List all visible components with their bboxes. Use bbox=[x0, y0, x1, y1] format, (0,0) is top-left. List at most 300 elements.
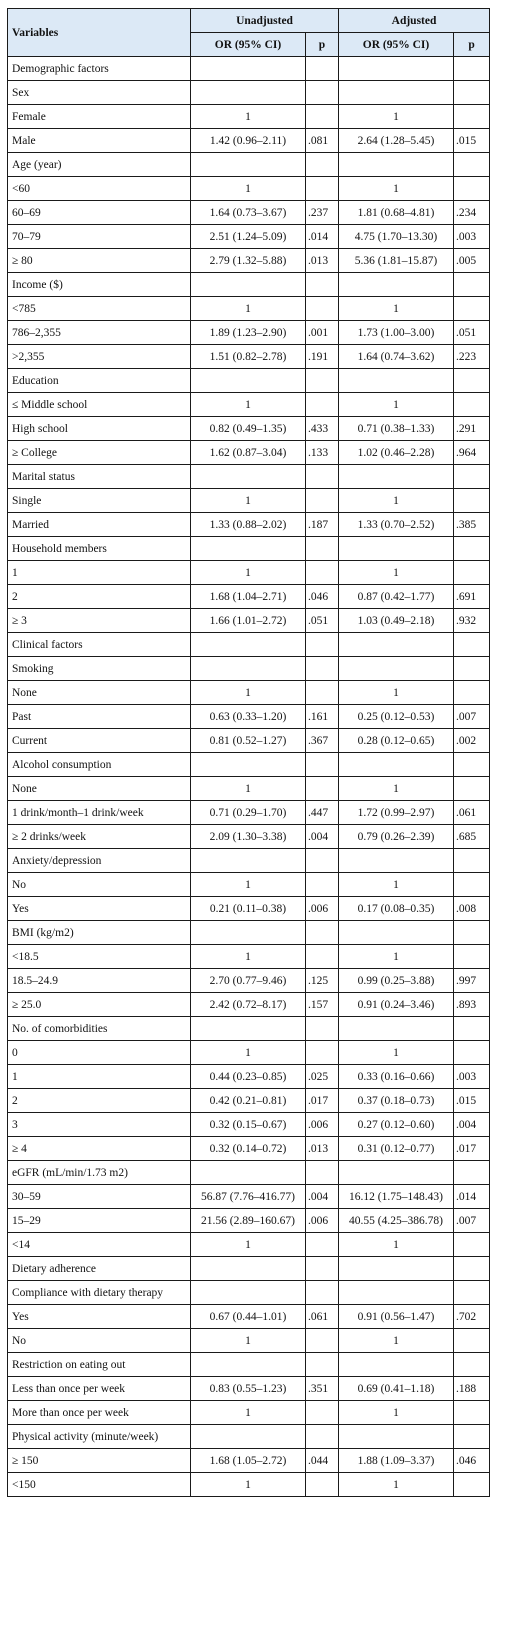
adjusted-p-cell bbox=[454, 393, 490, 417]
unadjusted-or-cell: 1 bbox=[191, 489, 306, 513]
unadjusted-p-cell bbox=[306, 393, 339, 417]
adjusted-or-cell: 1 bbox=[339, 945, 454, 969]
adjusted-or-cell: 1 bbox=[339, 681, 454, 705]
variable-cell: Compliance with dietary therapy bbox=[8, 1281, 191, 1305]
adjusted-or-cell: 1 bbox=[339, 297, 454, 321]
table-row bbox=[8, 513, 490, 537]
unadjusted-p-cell bbox=[306, 849, 339, 873]
adjusted-p-cell: .702 bbox=[454, 1305, 490, 1329]
table-row bbox=[8, 1305, 490, 1329]
unadjusted-or-cell: 2.79 (1.32–5.88) bbox=[191, 249, 306, 273]
adjusted-or-cell: 0.87 (0.42–1.77) bbox=[339, 585, 454, 609]
variable-cell: eGFR (mL/min/1.73 m2) bbox=[8, 1161, 191, 1185]
adjusted-p-cell bbox=[454, 1257, 490, 1281]
unadjusted-or-cell bbox=[191, 1425, 306, 1449]
table-row bbox=[8, 993, 490, 1017]
variable-cell: Male bbox=[8, 129, 191, 153]
variable-cell: ≥ 3 bbox=[8, 609, 191, 633]
unadjusted-p-cell bbox=[306, 81, 339, 105]
adjusted-p-cell bbox=[454, 105, 490, 129]
table-row bbox=[8, 609, 490, 633]
table-row bbox=[8, 753, 490, 777]
table-row bbox=[8, 465, 490, 489]
unadjusted-or-cell: 1 bbox=[191, 1041, 306, 1065]
adjusted-p-cell: .015 bbox=[454, 129, 490, 153]
variable-cell: 30–59 bbox=[8, 1185, 191, 1209]
odds-ratio-table bbox=[7, 8, 490, 1497]
table-row bbox=[8, 1185, 490, 1209]
table-row bbox=[8, 297, 490, 321]
variable-cell: >2,355 bbox=[8, 345, 191, 369]
unadjusted-or-cell: 0.32 (0.15–0.67) bbox=[191, 1113, 306, 1137]
unadjusted-p-cell: .433 bbox=[306, 417, 339, 441]
adjusted-or-cell bbox=[339, 753, 454, 777]
adjusted-or-cell: 2.64 (1.28–5.45) bbox=[339, 129, 454, 153]
table-row bbox=[8, 1089, 490, 1113]
adjusted-p-cell bbox=[454, 945, 490, 969]
unadjusted-or-cell: 1.89 (1.23–2.90) bbox=[191, 321, 306, 345]
adjusted-p-cell bbox=[454, 1281, 490, 1305]
unadjusted-p-cell bbox=[306, 1329, 339, 1353]
unadjusted-p-cell bbox=[306, 1425, 339, 1449]
variable-cell: ≥ 25.0 bbox=[8, 993, 191, 1017]
variable-cell: ≥ 2 drinks/week bbox=[8, 825, 191, 849]
variable-cell: None bbox=[8, 681, 191, 705]
table-row bbox=[8, 873, 490, 897]
table-row bbox=[8, 921, 490, 945]
variable-cell: More than once per week bbox=[8, 1401, 191, 1425]
unadjusted-or-cell: 1 bbox=[191, 1233, 306, 1257]
table-row bbox=[8, 585, 490, 609]
adjusted-p-cell: .061 bbox=[454, 801, 490, 825]
adjusted-or-cell: 0.69 (0.41–1.18) bbox=[339, 1377, 454, 1401]
variable-cell: BMI (kg/m2) bbox=[8, 921, 191, 945]
adjusted-or-cell: 0.17 (0.08–0.35) bbox=[339, 897, 454, 921]
unadjusted-or-cell: 1 bbox=[191, 1401, 306, 1425]
adjusted-p-cell bbox=[454, 465, 490, 489]
adjusted-p-cell: .997 bbox=[454, 969, 490, 993]
unadjusted-p-cell: .006 bbox=[306, 1113, 339, 1137]
adjusted-or-cell: 1 bbox=[339, 489, 454, 513]
adjusted-or-cell: 0.91 (0.56–1.47) bbox=[339, 1305, 454, 1329]
variable-cell: Current bbox=[8, 729, 191, 753]
variable-cell: Marital status bbox=[8, 465, 191, 489]
adjusted-p-cell: .385 bbox=[454, 513, 490, 537]
variable-cell: 60–69 bbox=[8, 201, 191, 225]
table-row bbox=[8, 81, 490, 105]
variable-cell: Female bbox=[8, 105, 191, 129]
table-row bbox=[8, 1329, 490, 1353]
table-row bbox=[8, 1041, 490, 1065]
unadjusted-p-cell: .001 bbox=[306, 321, 339, 345]
unadjusted-p-cell bbox=[306, 561, 339, 585]
variable-cell: No. of comorbidities bbox=[8, 1017, 191, 1041]
unadjusted-p-cell bbox=[306, 753, 339, 777]
adjusted-p-cell bbox=[454, 921, 490, 945]
table-row bbox=[8, 1377, 490, 1401]
table-row bbox=[8, 705, 490, 729]
unadjusted-or-cell bbox=[191, 81, 306, 105]
table-body bbox=[8, 57, 490, 1497]
unadjusted-or-cell: 2.70 (0.77–9.46) bbox=[191, 969, 306, 993]
variable-cell: Household members bbox=[8, 537, 191, 561]
unadjusted-p-cell: .051 bbox=[306, 609, 339, 633]
adjusted-or-cell: 40.55 (4.25–386.78) bbox=[339, 1209, 454, 1233]
unadjusted-p-cell: .061 bbox=[306, 1305, 339, 1329]
variable-cell: Sex bbox=[8, 81, 191, 105]
adjusted-p-cell: .004 bbox=[454, 1113, 490, 1137]
table-row bbox=[8, 153, 490, 177]
unadjusted-or-cell bbox=[191, 465, 306, 489]
adjusted-or-cell: 0.33 (0.16–0.66) bbox=[339, 1065, 454, 1089]
variable-cell: Married bbox=[8, 513, 191, 537]
adjusted-p-cell bbox=[454, 1041, 490, 1065]
adjusted-p-cell bbox=[454, 537, 490, 561]
unadjusted-or-cell bbox=[191, 849, 306, 873]
unadjusted-or-cell bbox=[191, 537, 306, 561]
unadjusted-or-cell: 1 bbox=[191, 681, 306, 705]
adjusted-or-cell: 0.71 (0.38–1.33) bbox=[339, 417, 454, 441]
adjusted-or-cell: 0.99 (0.25–3.88) bbox=[339, 969, 454, 993]
table-row bbox=[8, 225, 490, 249]
adjusted-p-cell: .932 bbox=[454, 609, 490, 633]
table-row bbox=[8, 633, 490, 657]
unadjusted-p-cell: .157 bbox=[306, 993, 339, 1017]
table-row bbox=[8, 729, 490, 753]
adjusted-or-cell: 1 bbox=[339, 105, 454, 129]
adjusted-p-cell bbox=[454, 1401, 490, 1425]
unadjusted-or-cell: 1 bbox=[191, 1473, 306, 1497]
table-row bbox=[8, 1137, 490, 1161]
unadjusted-p-cell bbox=[306, 1281, 339, 1305]
unadjusted-or-cell: 1.68 (1.05–2.72) bbox=[191, 1449, 306, 1473]
unadjusted-p-cell bbox=[306, 297, 339, 321]
unadjusted-or-cell: 1.33 (0.88–2.02) bbox=[191, 513, 306, 537]
adjusted-p-cell bbox=[454, 1017, 490, 1041]
table-row bbox=[8, 945, 490, 969]
unadjusted-or-cell: 0.71 (0.29–1.70) bbox=[191, 801, 306, 825]
unadjusted-or-cell bbox=[191, 1257, 306, 1281]
variable-cell: Single bbox=[8, 489, 191, 513]
variable-cell: 3 bbox=[8, 1113, 191, 1137]
table-row bbox=[8, 57, 490, 81]
adjusted-p-cell bbox=[454, 297, 490, 321]
table-row bbox=[8, 801, 490, 825]
variable-cell: 2 bbox=[8, 1089, 191, 1113]
unadjusted-p-cell bbox=[306, 537, 339, 561]
variable-cell: <14 bbox=[8, 1233, 191, 1257]
unadjusted-or-cell: 0.32 (0.14–0.72) bbox=[191, 1137, 306, 1161]
unadjusted-p-cell bbox=[306, 1257, 339, 1281]
table-row bbox=[8, 393, 490, 417]
table-row bbox=[8, 849, 490, 873]
unadjusted-p-cell bbox=[306, 1401, 339, 1425]
unadjusted-or-cell bbox=[191, 273, 306, 297]
table-row bbox=[8, 105, 490, 129]
variable-cell: 1 bbox=[8, 561, 191, 585]
unadjusted-or-cell: 1 bbox=[191, 777, 306, 801]
adjusted-p-cell: .964 bbox=[454, 441, 490, 465]
variable-cell: Physical activity (minute/week) bbox=[8, 1425, 191, 1449]
adjusted-or-cell: 1 bbox=[339, 873, 454, 897]
unadjusted-p-cell: .044 bbox=[306, 1449, 339, 1473]
table-row bbox=[8, 1065, 490, 1089]
adjusted-or-cell bbox=[339, 1353, 454, 1377]
adjusted-p-cell bbox=[454, 1473, 490, 1497]
variable-cell: High school bbox=[8, 417, 191, 441]
adjusted-or-cell: 1 bbox=[339, 777, 454, 801]
adjusted-or-cell: 1.73 (1.00–3.00) bbox=[339, 321, 454, 345]
unadjusted-or-cell bbox=[191, 753, 306, 777]
adjusted-or-cell: 0.25 (0.12–0.53) bbox=[339, 705, 454, 729]
variable-cell: No bbox=[8, 873, 191, 897]
adjusted-p-cell: .017 bbox=[454, 1137, 490, 1161]
table-row bbox=[8, 657, 490, 681]
adjusted-or-cell: 1.03 (0.49–2.18) bbox=[339, 609, 454, 633]
adjusted-p-cell bbox=[454, 153, 490, 177]
unadjusted-or-cell: 56.87 (7.76–416.77) bbox=[191, 1185, 306, 1209]
adjusted-or-cell bbox=[339, 153, 454, 177]
unadjusted-or-cell: 1 bbox=[191, 873, 306, 897]
adjusted-or-ci-header: OR (95% CI) bbox=[339, 33, 454, 57]
unadjusted-p-cell: .004 bbox=[306, 1185, 339, 1209]
adjusted-p-cell: .893 bbox=[454, 993, 490, 1017]
unadjusted-or-cell bbox=[191, 57, 306, 81]
adjusted-or-cell: 1 bbox=[339, 1329, 454, 1353]
adjusted-p-cell bbox=[454, 369, 490, 393]
adjusted-or-cell bbox=[339, 657, 454, 681]
unadjusted-or-cell: 21.56 (2.89–160.67) bbox=[191, 1209, 306, 1233]
adjusted-or-cell bbox=[339, 633, 454, 657]
unadjusted-or-cell: 2.51 (1.24–5.09) bbox=[191, 225, 306, 249]
adjusted-p-cell: .223 bbox=[454, 345, 490, 369]
unadjusted-p-cell: .187 bbox=[306, 513, 339, 537]
table-row bbox=[8, 249, 490, 273]
adjusted-or-cell: 1 bbox=[339, 1401, 454, 1425]
adjusted-or-cell bbox=[339, 273, 454, 297]
unadjusted-p-cell bbox=[306, 657, 339, 681]
adjusted-p-cell: .005 bbox=[454, 249, 490, 273]
table-row bbox=[8, 1257, 490, 1281]
variable-cell: Alcohol consumption bbox=[8, 753, 191, 777]
unadjusted-p-cell: .006 bbox=[306, 1209, 339, 1233]
adjusted-or-cell: 1.64 (0.74–3.62) bbox=[339, 345, 454, 369]
unadjusted-p-cell bbox=[306, 57, 339, 81]
adjusted-p-cell: .007 bbox=[454, 1209, 490, 1233]
unadjusted-or-cell: 1 bbox=[191, 105, 306, 129]
table-row bbox=[8, 1353, 490, 1377]
variable-cell: ≥ 80 bbox=[8, 249, 191, 273]
variable-cell: 786–2,355 bbox=[8, 321, 191, 345]
unadjusted-p-cell: .367 bbox=[306, 729, 339, 753]
variable-cell: <60 bbox=[8, 177, 191, 201]
table-row bbox=[8, 1473, 490, 1497]
table-row bbox=[8, 1401, 490, 1425]
unadjusted-or-cell bbox=[191, 1281, 306, 1305]
unadjusted-p-cell: .004 bbox=[306, 825, 339, 849]
adjusted-or-cell: 0.31 (0.12–0.77) bbox=[339, 1137, 454, 1161]
variable-cell: Smoking bbox=[8, 657, 191, 681]
unadjusted-or-ci-header: OR (95% CI) bbox=[191, 33, 306, 57]
adjusted-or-cell: 0.27 (0.12–0.60) bbox=[339, 1113, 454, 1137]
adjusted-p-cell: .685 bbox=[454, 825, 490, 849]
unadjusted-or-cell: 0.82 (0.49–1.35) bbox=[191, 417, 306, 441]
table-row bbox=[8, 777, 490, 801]
unadjusted-or-cell: 1 bbox=[191, 393, 306, 417]
adjusted-or-cell: 0.28 (0.12–0.65) bbox=[339, 729, 454, 753]
adjusted-or-cell bbox=[339, 465, 454, 489]
table-row bbox=[8, 681, 490, 705]
unadjusted-or-cell: 2.09 (1.30–3.38) bbox=[191, 825, 306, 849]
table-row bbox=[8, 537, 490, 561]
variable-cell: 1 drink/month–1 drink/week bbox=[8, 801, 191, 825]
unadjusted-p-cell bbox=[306, 1161, 339, 1185]
unadjusted-or-cell: 1.62 (0.87–3.04) bbox=[191, 441, 306, 465]
unadjusted-p-cell bbox=[306, 633, 339, 657]
adjusted-p-cell: .002 bbox=[454, 729, 490, 753]
adjusted-or-cell: 16.12 (1.75–148.43) bbox=[339, 1185, 454, 1209]
adjusted-or-cell: 1 bbox=[339, 1233, 454, 1257]
table-row bbox=[8, 489, 490, 513]
table-row bbox=[8, 1113, 490, 1137]
table-row bbox=[8, 1161, 490, 1185]
unadjusted-or-cell: 1.51 (0.82–2.78) bbox=[191, 345, 306, 369]
unadjusted-or-cell bbox=[191, 633, 306, 657]
adjusted-p-cell bbox=[454, 1353, 490, 1377]
table-row bbox=[8, 1281, 490, 1305]
adjusted-or-cell bbox=[339, 537, 454, 561]
variable-cell: No bbox=[8, 1329, 191, 1353]
adjusted-p-cell: .051 bbox=[454, 321, 490, 345]
header-row-top bbox=[8, 9, 490, 33]
variable-cell: 0 bbox=[8, 1041, 191, 1065]
adjusted-p-cell: .291 bbox=[454, 417, 490, 441]
variable-cell: ≤ Middle school bbox=[8, 393, 191, 417]
adjusted-or-cell bbox=[339, 57, 454, 81]
adjusted-or-cell: 5.36 (1.81–15.87) bbox=[339, 249, 454, 273]
adjusted-or-cell: 1.88 (1.09–3.37) bbox=[339, 1449, 454, 1473]
adjusted-p-cell: .008 bbox=[454, 897, 490, 921]
variable-cell: Income ($) bbox=[8, 273, 191, 297]
unadjusted-or-cell: 1 bbox=[191, 561, 306, 585]
unadjusted-or-cell: 1.64 (0.73–3.67) bbox=[191, 201, 306, 225]
unadjusted-p-cell bbox=[306, 1017, 339, 1041]
unadjusted-p-cell: .447 bbox=[306, 801, 339, 825]
table-header bbox=[8, 9, 490, 57]
adjusted-or-cell: 1 bbox=[339, 393, 454, 417]
unadjusted-p-cell bbox=[306, 1353, 339, 1377]
unadjusted-p-cell: .133 bbox=[306, 441, 339, 465]
unadjusted-p-cell bbox=[306, 873, 339, 897]
unadjusted-or-cell: 1 bbox=[191, 297, 306, 321]
unadjusted-p-cell bbox=[306, 153, 339, 177]
adjusted-p-cell bbox=[454, 657, 490, 681]
table-row bbox=[8, 369, 490, 393]
unadjusted-p-cell: .237 bbox=[306, 201, 339, 225]
adjusted-or-cell: 0.91 (0.24–3.46) bbox=[339, 993, 454, 1017]
unadjusted-header: Unadjusted bbox=[191, 9, 339, 33]
adjusted-or-cell: 1 bbox=[339, 1041, 454, 1065]
unadjusted-p-cell bbox=[306, 921, 339, 945]
table-row bbox=[8, 561, 490, 585]
adjusted-p-cell: .691 bbox=[454, 585, 490, 609]
adjusted-p-cell bbox=[454, 1161, 490, 1185]
unadjusted-p-cell: .014 bbox=[306, 225, 339, 249]
adjusted-p-cell: .007 bbox=[454, 705, 490, 729]
unadjusted-p-cell: .125 bbox=[306, 969, 339, 993]
unadjusted-p-cell: .351 bbox=[306, 1377, 339, 1401]
adjusted-p-cell bbox=[454, 777, 490, 801]
unadjusted-or-cell: 0.63 (0.33–1.20) bbox=[191, 705, 306, 729]
variable-cell: Demographic factors bbox=[8, 57, 191, 81]
adjusted-p-cell bbox=[454, 273, 490, 297]
table-row bbox=[8, 201, 490, 225]
unadjusted-or-cell bbox=[191, 369, 306, 393]
unadjusted-p-cell bbox=[306, 681, 339, 705]
adjusted-or-cell: 1.33 (0.70–2.52) bbox=[339, 513, 454, 537]
unadjusted-or-cell bbox=[191, 657, 306, 681]
unadjusted-p-cell: .013 bbox=[306, 1137, 339, 1161]
adjusted-or-cell bbox=[339, 1017, 454, 1041]
variable-cell: <785 bbox=[8, 297, 191, 321]
unadjusted-or-cell: 1 bbox=[191, 177, 306, 201]
variable-cell: ≥ 150 bbox=[8, 1449, 191, 1473]
variable-cell: 18.5–24.9 bbox=[8, 969, 191, 993]
adjusted-p-cell bbox=[454, 681, 490, 705]
unadjusted-or-cell bbox=[191, 153, 306, 177]
variable-cell: Yes bbox=[8, 897, 191, 921]
variable-cell: 2 bbox=[8, 585, 191, 609]
unadjusted-p-cell: .006 bbox=[306, 897, 339, 921]
unadjusted-or-cell bbox=[191, 921, 306, 945]
adjusted-p-cell: .234 bbox=[454, 201, 490, 225]
variable-cell: Clinical factors bbox=[8, 633, 191, 657]
adjusted-p-cell bbox=[454, 489, 490, 513]
table-row bbox=[8, 1017, 490, 1041]
adjusted-or-cell: 1.02 (0.46–2.28) bbox=[339, 441, 454, 465]
unadjusted-p-cell bbox=[306, 777, 339, 801]
adjusted-or-cell bbox=[339, 1425, 454, 1449]
adjusted-or-cell: 1.72 (0.99–2.97) bbox=[339, 801, 454, 825]
table-row bbox=[8, 129, 490, 153]
adjusted-p-cell bbox=[454, 1425, 490, 1449]
adjusted-p-cell bbox=[454, 57, 490, 81]
table-row bbox=[8, 1425, 490, 1449]
adjusted-or-cell bbox=[339, 921, 454, 945]
variables-header: Variables bbox=[8, 9, 191, 57]
unadjusted-or-cell: 0.44 (0.23–0.85) bbox=[191, 1065, 306, 1089]
adjusted-p-cell bbox=[454, 753, 490, 777]
adjusted-p-cell bbox=[454, 873, 490, 897]
adjusted-or-cell: 1 bbox=[339, 1473, 454, 1497]
variable-cell: 15–29 bbox=[8, 1209, 191, 1233]
unadjusted-p-cell bbox=[306, 945, 339, 969]
table-row bbox=[8, 321, 490, 345]
unadjusted-or-cell: 1.66 (1.01–2.72) bbox=[191, 609, 306, 633]
adjusted-p-cell: .015 bbox=[454, 1089, 490, 1113]
adjusted-p-cell: .003 bbox=[454, 225, 490, 249]
unadjusted-p-cell bbox=[306, 1041, 339, 1065]
adjusted-or-cell: 1.81 (0.68–4.81) bbox=[339, 201, 454, 225]
unadjusted-p-cell: .046 bbox=[306, 585, 339, 609]
unadjusted-p-cell bbox=[306, 105, 339, 129]
adjusted-or-cell bbox=[339, 1257, 454, 1281]
unadjusted-or-cell: 0.83 (0.55–1.23) bbox=[191, 1377, 306, 1401]
adjusted-p-cell bbox=[454, 1329, 490, 1353]
adjusted-or-cell: 1 bbox=[339, 177, 454, 201]
table-row bbox=[8, 897, 490, 921]
unadjusted-or-cell bbox=[191, 1353, 306, 1377]
